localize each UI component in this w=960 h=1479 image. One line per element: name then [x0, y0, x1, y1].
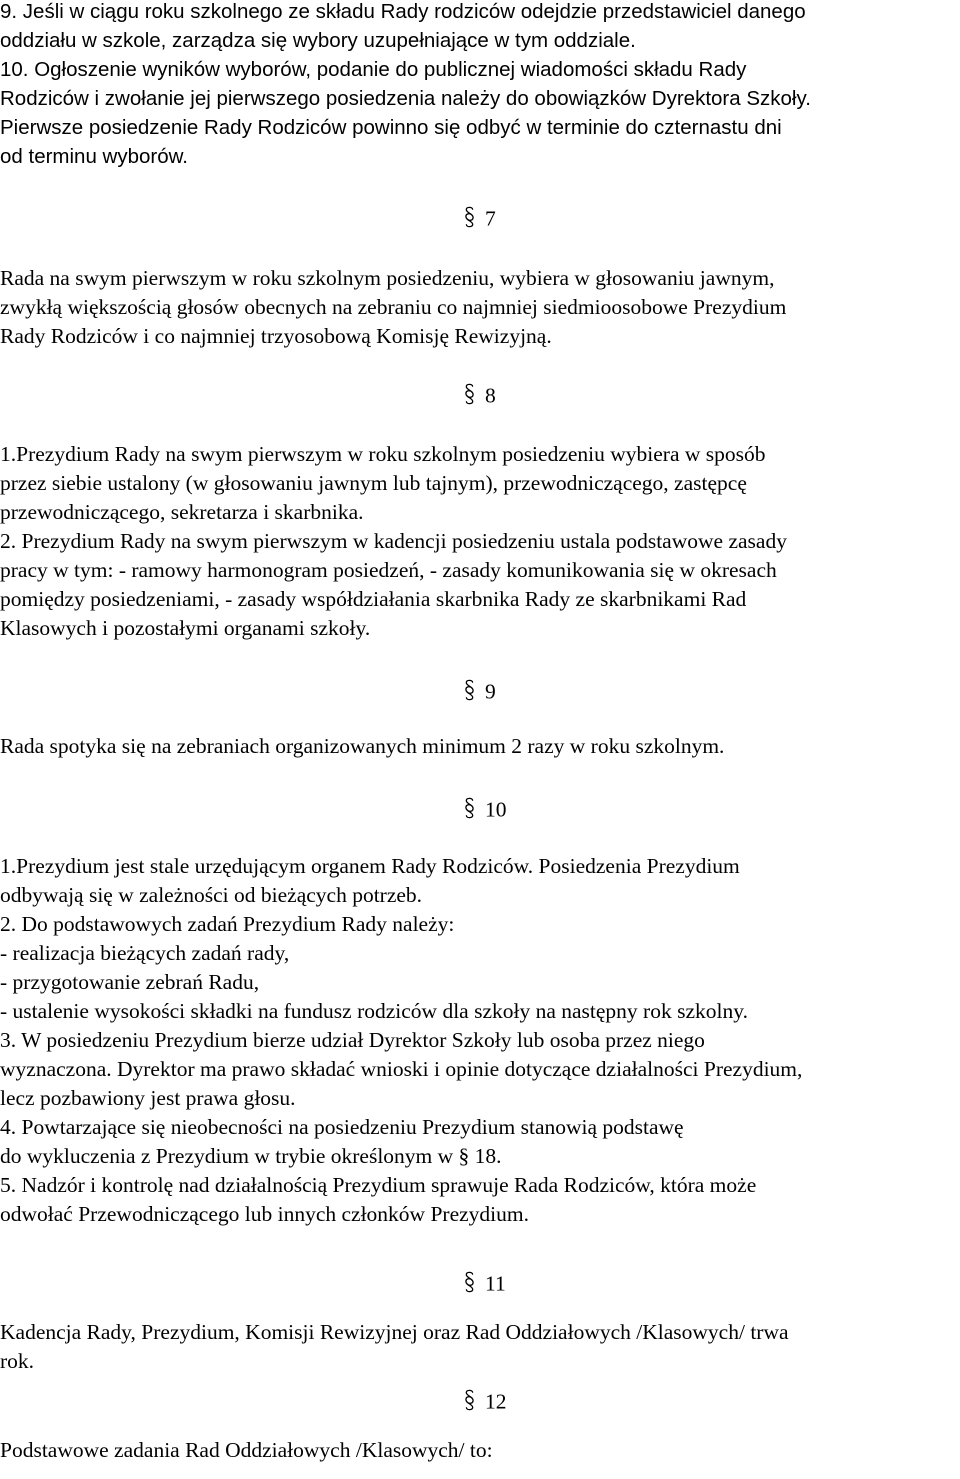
section-number: 10	[485, 797, 507, 822]
text-line: lecz pozbawiony jest prawa głosu.	[0, 1086, 296, 1110]
text-line: 4. Powtarzające się nieobecności na posiedzeniu Prezydium stanowią podstawę	[0, 1115, 684, 1139]
text-line: 3. W posiedzeniu Prezydium bierze udział Dyrektor Szkoły lub osoba przez niego	[0, 1028, 705, 1052]
section-number: 11	[485, 1271, 506, 1296]
text-line: - realizacja bieżących zadań rady,	[0, 941, 290, 965]
text-line: od terminu wyborów.	[0, 145, 189, 168]
section-number: 8	[485, 383, 496, 408]
text-line: Klasowych i pozostałymi organami szkoły.	[0, 616, 371, 640]
section-heading	[464, 1390, 507, 1414]
text-line: 1.Prezydium Rady na swym pierwszym w roku szkolnym posiedzeniu wybiera w sposób	[0, 442, 766, 466]
section-sign-icon	[464, 1270, 475, 1294]
text-line: pracy w tym: - ramowy harmonogram posiedzeń, - zasady komunikowania się w okresach	[0, 558, 777, 582]
section-number: 12	[485, 1389, 507, 1414]
section-number: 7	[485, 206, 496, 231]
text-line: - ustalenie wysokości składki na fundusz rodziców dla szkoły na następny rok szkolny.	[0, 999, 748, 1023]
text-line: zwykłą większością głosów obecnych na zebraniu co najmniej siedmioosobowe Prezydium	[0, 295, 787, 319]
text-line: oddziału w szkole, zarządza się wybory uzupełniające w tym oddziale.	[0, 29, 636, 52]
section-number: 9	[485, 679, 496, 704]
text-line: Rodziców i zwołanie jej pierwszego posiedzenia należy do obowiązków Dyrektora Szkoły.	[0, 87, 811, 110]
text-line: Pierwsze posiedzenie Rady Rodziców powinno się odbyć w terminie do czternastu dni	[0, 116, 782, 139]
section-heading	[464, 207, 496, 231]
text-line: Rady Rodziców i co najmniej trzyosobową Komisję Rewizyjną.	[0, 324, 552, 348]
section-sign-icon	[464, 678, 475, 702]
section-sign-icon	[464, 382, 475, 406]
text-line: pomiędzy posiedzeniami, - zasady współdziałania skarbnika Rady ze skarbnikami Rad	[0, 587, 747, 611]
section-sign-icon	[464, 796, 475, 820]
text-line: przewodniczącego, sekretarza i skarbnika.	[0, 500, 364, 524]
text-line: 10. Ogłoszenie wyników wyborów, podanie do publicznej wiadomości składu Rady	[0, 58, 747, 81]
text-line: 5. Nadzór i kontrolę nad działalnością Prezydium sprawuje Rada Rodziców, która może	[0, 1173, 757, 1197]
text-line: odwołać Przewodniczącego lub innych członków Prezydium.	[0, 1202, 529, 1226]
text-line: przez siebie ustalony (w głosowaniu jawnym lub tajnym), przewodniczącego, zastępcę	[0, 471, 747, 495]
section-sign-icon	[464, 205, 475, 229]
text-line: 9. Jeśli w ciągu roku szkolnego ze składu Rady rodziców odejdzie przedstawiciel danego	[0, 0, 806, 23]
text-line: - przygotowanie zebrań Radu,	[0, 970, 260, 994]
section-heading	[464, 384, 496, 408]
text-line: Podstawowe zadania Rad Oddziałowych /Klasowych/ to:	[0, 1438, 493, 1462]
text-line: odbywają się w zależności od bieżących potrzeb.	[0, 883, 423, 907]
text-line: 2. Do podstawowych zadań Prezydium Rady należy:	[0, 912, 455, 936]
text-line: 2. Prezydium Rady na swym pierwszym w kadencji posiedzeniu ustala podstawowe zasady	[0, 529, 787, 553]
section-heading	[464, 798, 507, 822]
text-line: wyznaczona. Dyrektor ma prawo składać wnioski i opinie dotyczące działalności Prezydium,	[0, 1057, 803, 1081]
text-line: Rada na swym pierwszym w roku szkolnym posiedzeniu, wybiera w głosowaniu jawnym,	[0, 266, 775, 290]
text-line: Kadencja Rady, Prezydium, Komisji Rewizyjnej oraz Rad Oddziałowych /Klasowych/ trwa	[0, 1320, 789, 1344]
section-sign-icon	[464, 1388, 475, 1412]
text-line: Rada spotyka się na zebraniach organizowanych minimum 2 razy w roku szkolnym.	[0, 734, 725, 758]
text-line: 1.Prezydium jest stale urzędującym organem Rady Rodziców. Posiedzenia Prezydium	[0, 854, 740, 878]
text-line: rok.	[0, 1349, 35, 1373]
text-line: do wykluczenia z Prezydium w trybie określonym w § 18.	[0, 1144, 502, 1168]
section-heading	[464, 1272, 506, 1296]
section-heading	[464, 680, 496, 704]
